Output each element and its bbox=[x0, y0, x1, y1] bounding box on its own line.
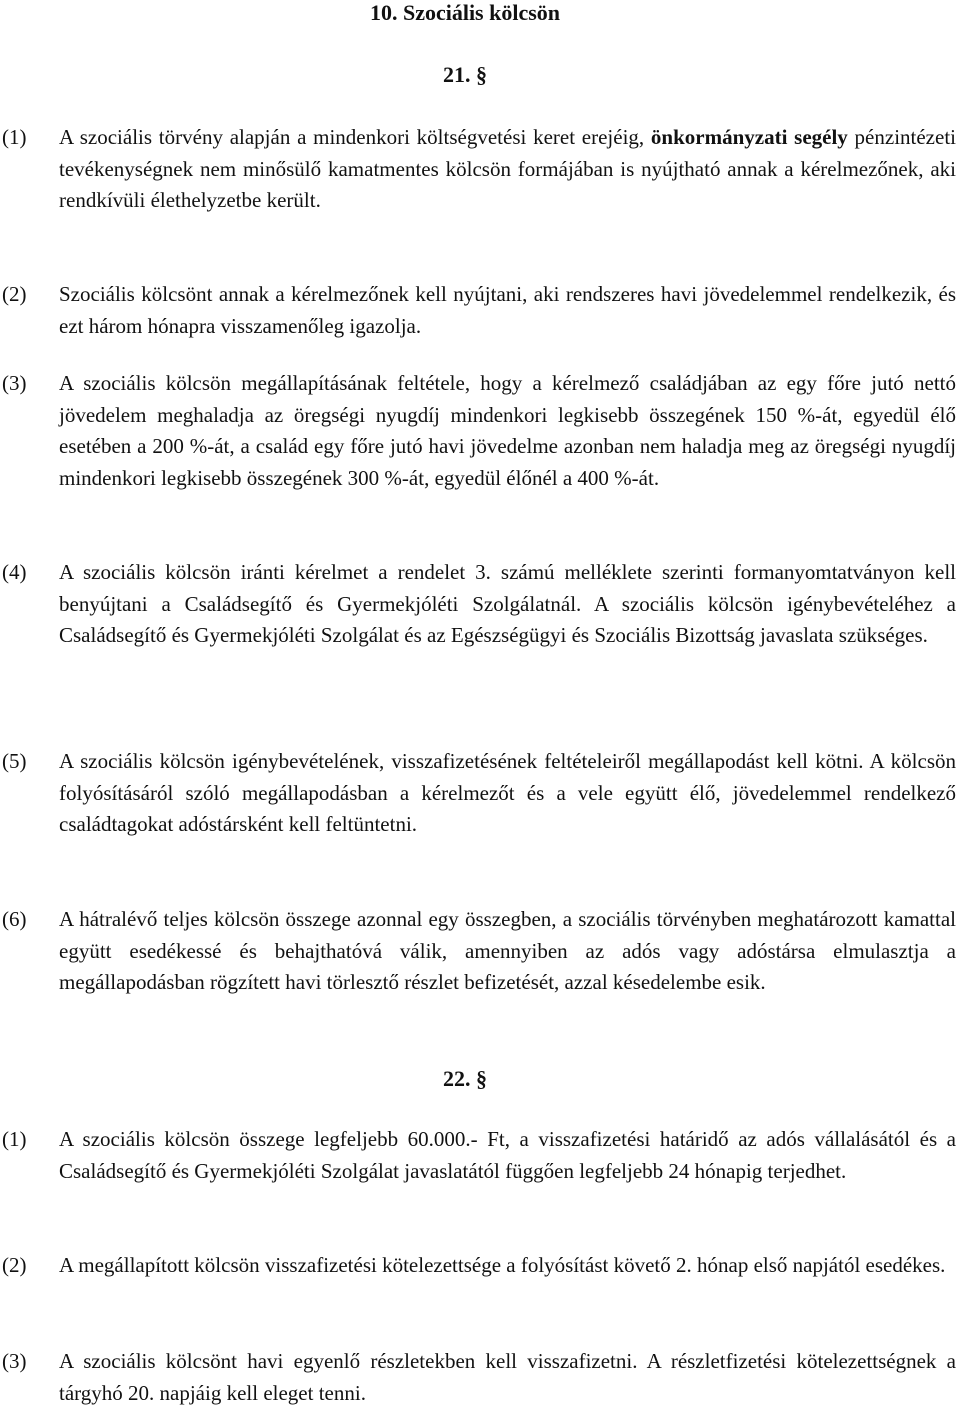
paragraph-text bbox=[59, 122, 956, 217]
bold-term: önkormányzati segély bbox=[650, 125, 848, 149]
paragraph-text: A szociális kölcsön megállapításának feltétele, hogy a kérelmező családjában az egy főre jutó nettó jövedelem meghaladja az öregségi nyugdíj mindenkori legkisebb összegének 150 %-át, egyedül élő esetében a 200 %-át, a család egy főre jutó havi jövedelme azonban nem haladja meg az öregségi nyugdíj mindenkori legkisebb összegének 300 %-át, egyedül élőnél a 400 %-át. bbox=[59, 371, 956, 490]
paragraph-21-2 bbox=[2, 279, 956, 342]
paragraph-21-1 bbox=[2, 122, 956, 217]
paragraph-number: (1) bbox=[2, 125, 27, 149]
paragraph-number: (2) bbox=[2, 282, 27, 306]
paragraph-22-2 bbox=[2, 1250, 956, 1282]
paragraph-text: A megállapított kölcsön visszafizetési kötelezettsége a folyósítást követő 2. hónap első napjától esedékes. bbox=[59, 1253, 946, 1277]
paragraph-number: (1) bbox=[2, 1127, 27, 1151]
paragraph-number: (4) bbox=[2, 560, 27, 584]
paragraph-number: (5) bbox=[2, 749, 27, 773]
page-title: 10. Szociális kölcsön bbox=[369, 0, 561, 25]
paragraph-text: A szociális kölcsön igénybevételének, visszafizetésének feltételeiről megállapodást kell kötni. A kölcsön folyósításáról szóló megállapodásban a kérelmezőt és a vele együtt élő, jövedelemmel rendelkező családtagokat adóstársként kell feltüntetni. bbox=[59, 749, 956, 837]
paragraph-number: (3) bbox=[2, 1349, 27, 1373]
paragraph-number: (3) bbox=[2, 371, 27, 395]
paragraph-text: A szociális kölcsön összege legfeljebb 60.000.- Ft, a visszafizetési határidő az adós vállalásától és a Családsegítő és Gyermekjóléti Szolgálat javaslatától függően legfeljebb 24 hónapig terjedhet. bbox=[59, 1127, 956, 1183]
paragraph-21-3 bbox=[2, 368, 956, 494]
paragraph-text: A szociális kölcsönt havi egyenlő részletekben kell visszafizetni. A részletfizetési kötelezettségnek a tárgyhó 20. napjáig kell eleget tenni. bbox=[59, 1349, 956, 1405]
paragraph-21-6 bbox=[2, 904, 956, 999]
paragraph-number: (6) bbox=[2, 907, 27, 931]
paragraph-22-3 bbox=[2, 1346, 956, 1409]
section-heading-22: 22. § bbox=[443, 1066, 487, 1091]
paragraph-21-4 bbox=[2, 557, 956, 652]
paragraph-22-1 bbox=[2, 1124, 956, 1187]
paragraph-text: A hátralévő teljes kölcsön összege azonnal egy összegben, a szociális törvényben meghatározott kamattal együtt esedékessé és behajthatóvá válik, amennyiben az adós vagy adóstársa elmulasztja a megállapodásban rögzített havi törlesztő részlet befizetését, azzal késedelembe esik. bbox=[59, 907, 956, 995]
paragraph-text-end: pénzintézeti tevékenységnek nem minősülő kamatmentes kölcsön formájában is nyújtható annak a kérelmezőnek, aki rendkívüli élethelyzetbe került. bbox=[59, 125, 956, 213]
section-heading-21: 21. § bbox=[443, 62, 487, 87]
paragraph-text: Szociális kölcsönt annak a kérelmezőnek kell nyújtani, aki rendszeres havi jövedelemmel rendelkezik, és ezt három hónapra visszamenőleg igazolja. bbox=[59, 282, 956, 338]
paragraph-number: (2) bbox=[2, 1253, 27, 1277]
paragraph-text-start: A szociális törvény alapján a mindenkori költségvetési keret erejéig, bbox=[59, 125, 645, 149]
paragraph-text: A szociális kölcsön iránti kérelmet a rendelet 3. számú melléklete szerinti formanyomtatványon kell benyújtani a Családsegítő és Gyermekjóléti Szolgálatnál. A szociális kölcsön igénybevételéhez a Családsegítő és Gyermekjóléti Szolgálat és az Egészségügyi és Szociális Bizottság javaslata szükséges. bbox=[59, 560, 956, 648]
paragraph-21-5 bbox=[2, 746, 956, 841]
